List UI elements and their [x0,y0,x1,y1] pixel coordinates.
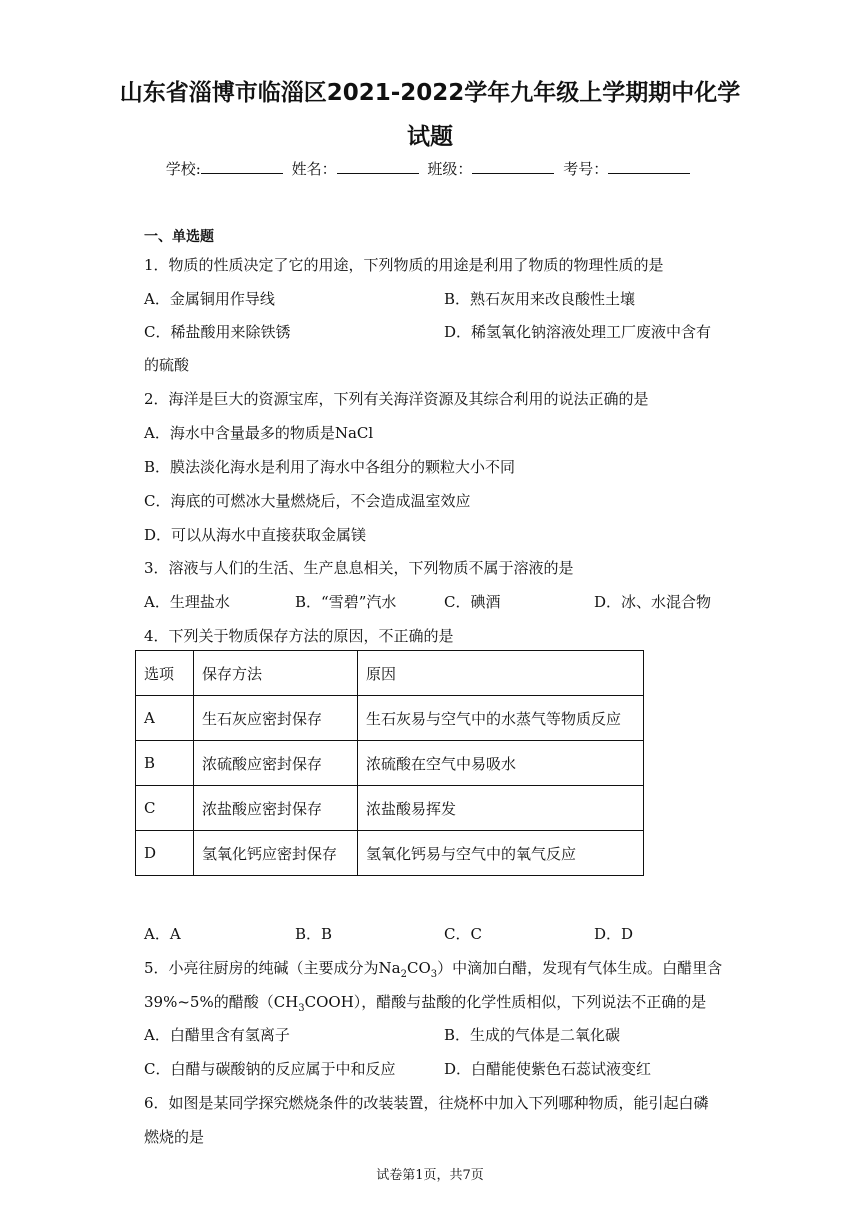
q5-stem: 5．小亮往厨房的纯碱（主要成分为$Na_2CO_3$）中滴加白醋，发现有气体生成。白醋里含 [144,959,723,980]
table-row [136,741,644,786]
q3-option-c: C．碘酒 [444,593,501,611]
q1-option-d: D．稀氢氧化钠溶液处理工厂废液中含有 [444,323,712,341]
table-cell: 氢氧化钙应密封保存 [194,831,358,876]
page-title-line2: 试题 [407,124,453,150]
student-info [0,158,860,179]
table-cell: 浓硫酸在空气中易吸水 [358,741,644,786]
q4-option-a: A．A [144,925,181,943]
q1-option-c: C．稀盐酸用来除铁锈 [144,323,291,341]
q2-option-c: C．海底的可燃冰大量燃烧后，不会造成温室效应 [144,492,471,510]
q5-option-d: D．白醋能使紫色石蕊试液变红 [444,1060,652,1078]
q4-stem: 4．下列关于物质保存方法的原因，不正确的是 [144,627,454,645]
page-title-line1: 山东省淄博市临淄区2021-2022学年九年级上学期期中化学 [119,80,741,106]
table-cell: 浓硫酸应密封保存 [194,741,358,786]
school-blank [201,161,283,174]
q4-option-b: B．B [295,925,333,943]
q4-option-c: C．C [444,925,482,943]
table-cell: B [136,741,194,786]
class-label: 班级： [427,160,473,178]
table-cell: D [136,831,194,876]
table-cell: C [136,786,194,831]
q1-stem: 1．物质的性质决定了它的用途，下列物质的用途是利用了物质的物理性质的是 [144,256,664,274]
q3-option-a: A．生理盐水 [144,593,230,611]
page-footer: 试卷第1页，共7页 [376,1168,484,1183]
q5-option-b: B．生成的气体是二氧化碳 [444,1026,621,1044]
table-row [136,831,644,876]
q5-option-c: C．白醋与碳酸钠的反应属于中和反应 [144,1060,396,1078]
q3-option-b: B．“雪碧”汽水 [295,593,397,611]
q4-option-d: D．D [594,925,634,943]
section-heading: 一、单选题 [144,229,214,245]
q1-option-d-cont: 的硫酸 [144,356,190,374]
q1-option-b: B．熟石灰用来改良酸性土壤 [444,290,636,308]
table-row [136,696,644,741]
table-cell: 生石灰易与空气中的水蒸气等物质反应 [358,696,644,741]
q2-option-b: B．膜法淡化海水是利用了海水中各组分的颗粒大小不同 [144,458,516,476]
class-blank [472,161,554,174]
table-header-cell: 保存方法 [194,651,358,696]
table-header-row [136,651,644,696]
q2-stem: 2．海洋是巨大的资源宝库，下列有关海洋资源及其综合利用的说法正确的是 [144,390,649,408]
table-cell: A [136,696,194,741]
q5-option-a: A．白醋里含有氢离子 [144,1026,290,1044]
table-cell: 生石灰应密封保存 [194,696,358,741]
name-label: 姓名： [291,160,337,178]
q3-option-d: D．冰、水混合物 [594,593,712,611]
school-label: 学校: [165,160,201,178]
q1-option-a: A．金属铜用作导线 [144,290,275,308]
table-header-cell: 原因 [358,651,644,696]
table-row [136,786,644,831]
table-cell: 浓盐酸易挥发 [358,786,644,831]
q2-option-a: A．海水中含量最多的物质是NaCl [144,424,374,442]
table-cell: 浓盐酸应密封保存 [194,786,358,831]
name-blank [337,161,419,174]
q4-table [135,650,644,876]
exam-no-label: 考号： [563,160,609,178]
exam-no-blank [608,161,690,174]
q5-stem-line2: 39%~5%的醋酸$(CH_3COOH)$，醋酸与盐酸的化学性质相似，下列说法不正确的是 [144,993,707,1014]
q6-stem: 6．如图是某同学探究燃烧条件的改装装置，往烧杯中加入下列哪种物质，能引起白磷 [144,1094,709,1112]
table-cell: 氢氧化钙易与空气中的氧气反应 [358,831,644,876]
q2-option-d: D．可以从海水中直接获取金属镁 [144,526,367,544]
q6-stem-cont: 燃烧的是 [144,1128,205,1146]
q3-stem: 3．溶液与人们的生活、生产息息相关，下列物质不属于溶液的是 [144,559,574,577]
table-header-cell: 选项 [136,651,194,696]
